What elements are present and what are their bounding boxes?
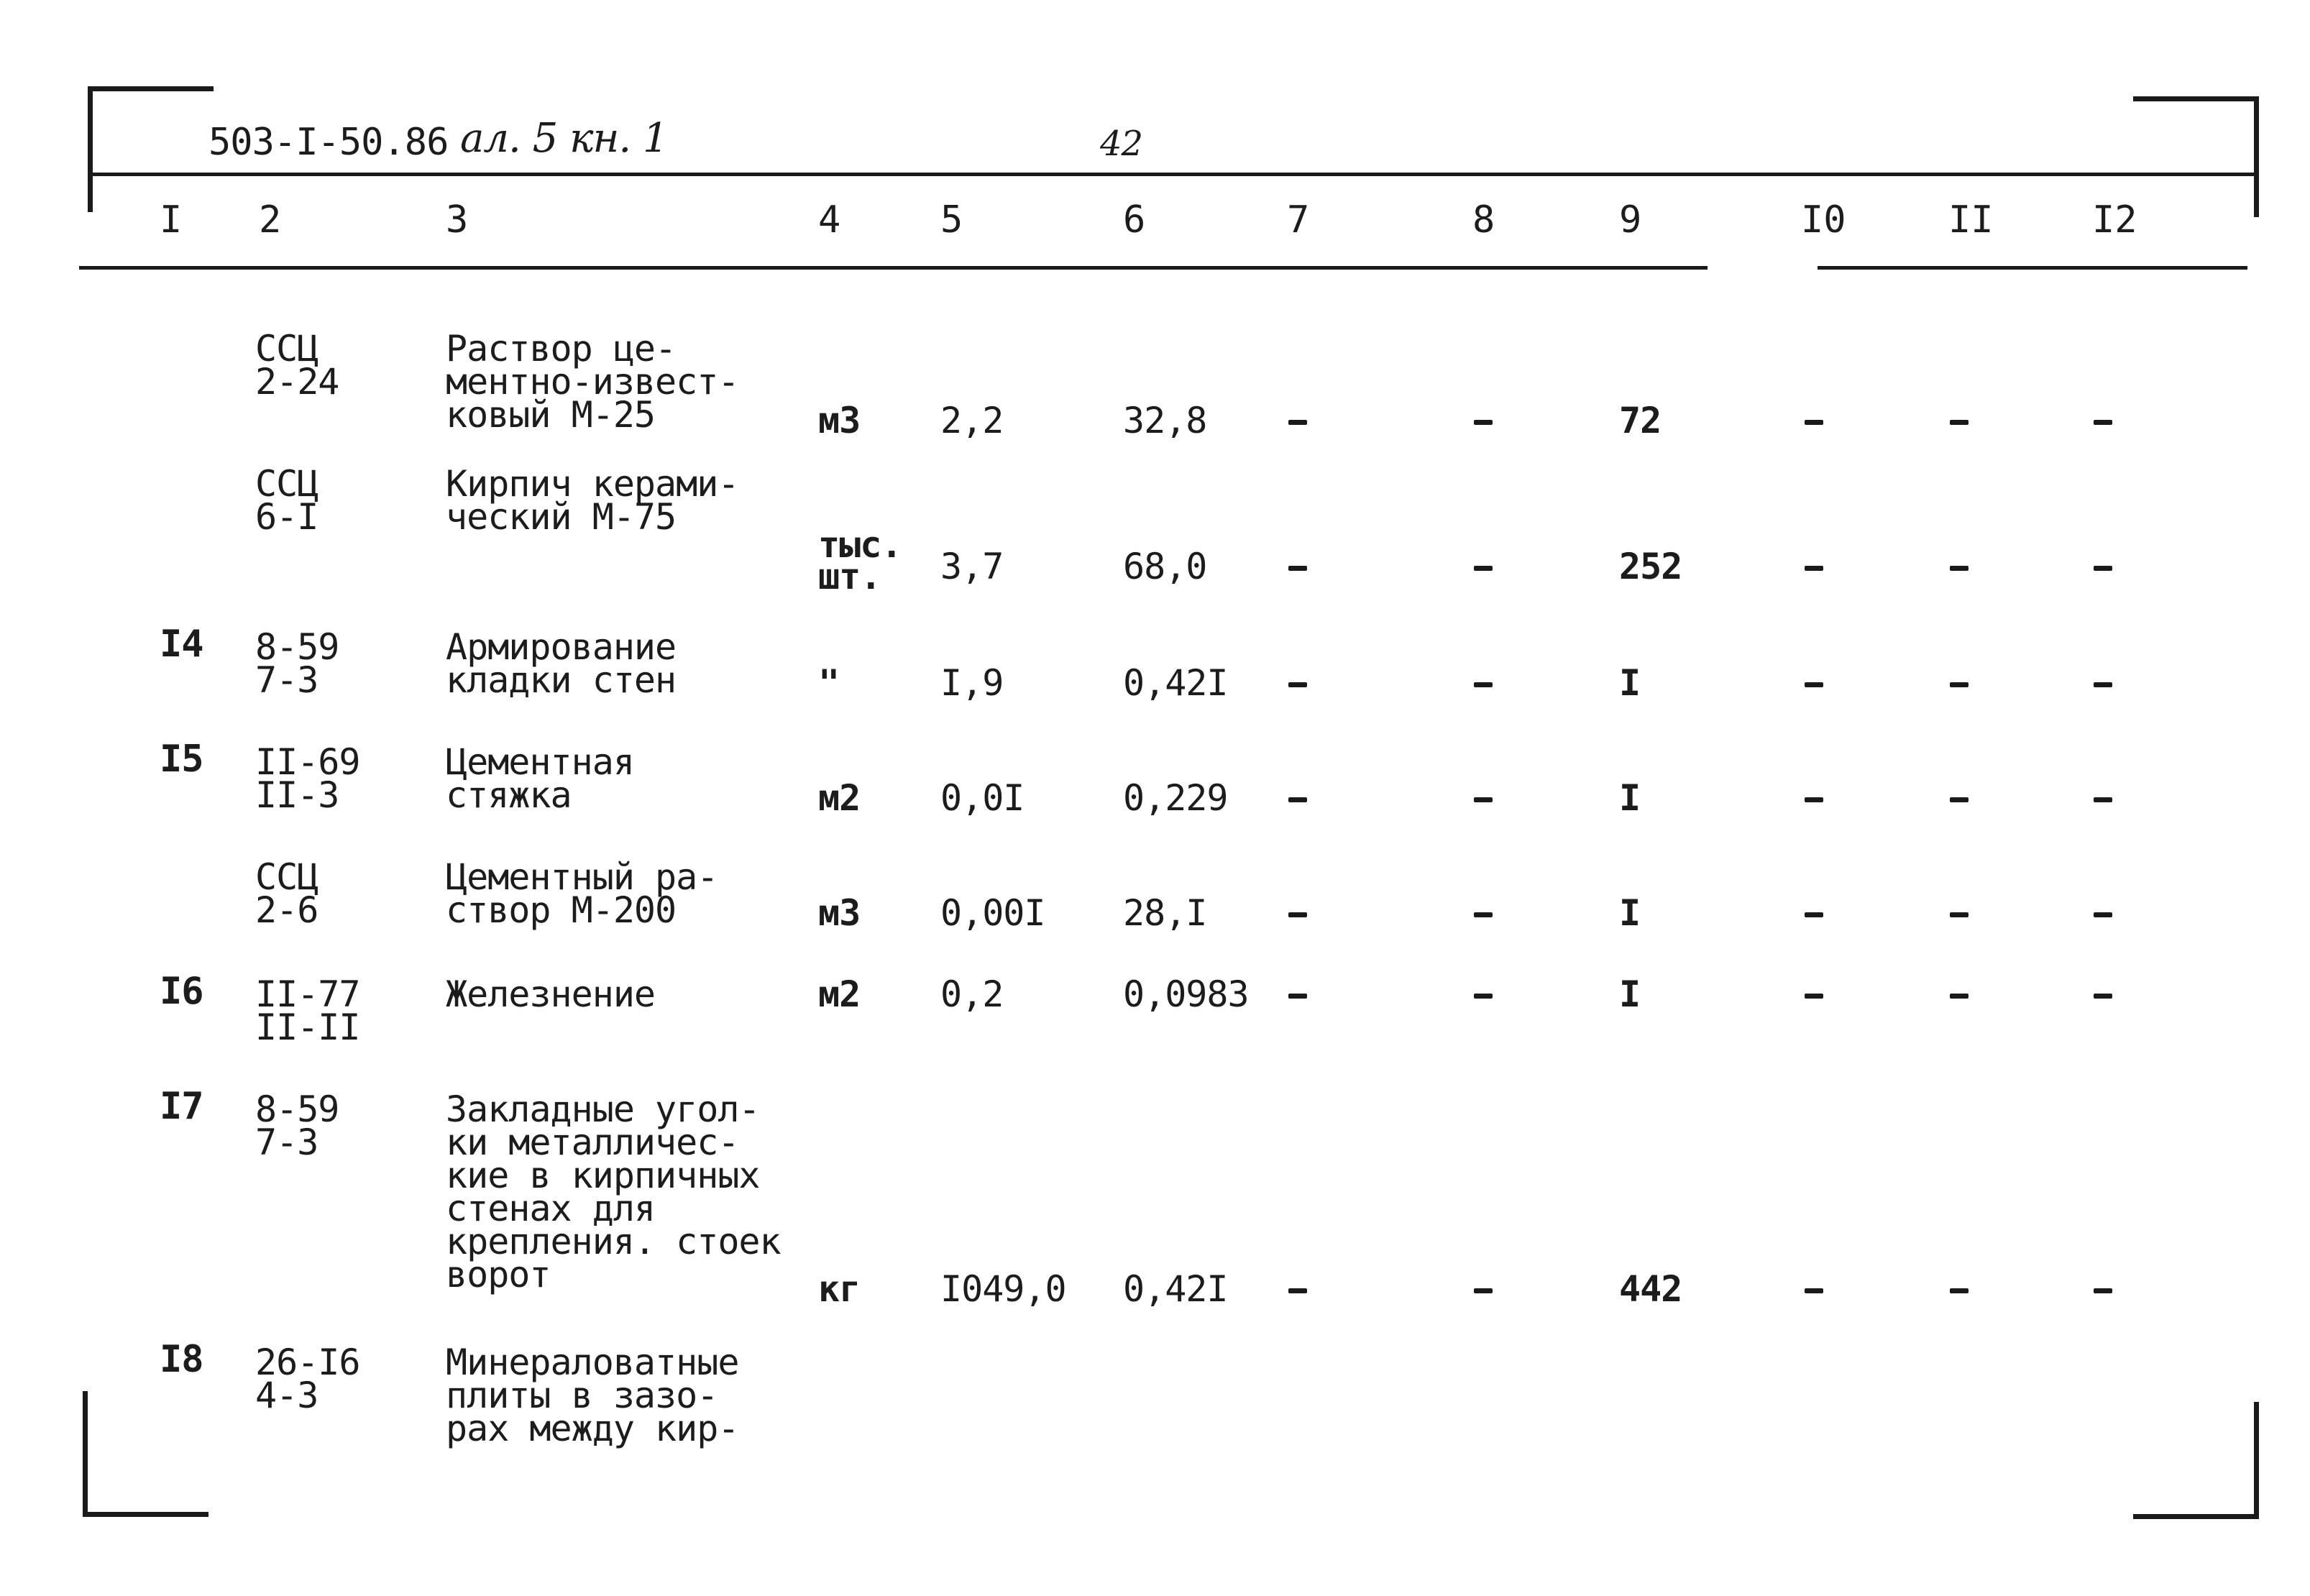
row-col9-value: 442 <box>1619 1268 1682 1310</box>
row-code-line: 6-I <box>255 496 318 538</box>
row-description-line: Цементный ра- <box>446 856 718 898</box>
row-code-line: ССЦ <box>255 328 318 370</box>
row-code-line: 8-59 <box>255 626 339 668</box>
row-description-line: Раствор це- <box>446 328 677 370</box>
row-description-line: ментно-извест- <box>446 361 739 403</box>
row-col11-dash <box>1950 994 1968 999</box>
row-col11-dash <box>1950 912 1968 917</box>
row-number: I5 <box>160 738 203 781</box>
frame-corner-top-left-h <box>88 86 214 91</box>
row-description-line: кие в кирпичных <box>446 1155 760 1196</box>
row-description-line: стенах для <box>446 1188 656 1229</box>
frame-corner-bottom-right-v <box>2254 1402 2259 1519</box>
row-col6-value: 0,42I <box>1123 662 1228 704</box>
column-header-10: I0 <box>1801 198 1846 242</box>
row-col7-dash <box>1288 682 1307 687</box>
row-code-line: II-77 <box>255 973 360 1015</box>
row-unit: шт. <box>818 556 881 597</box>
row-col7-dash <box>1288 797 1307 802</box>
row-col6-value: 0,42I <box>1123 1268 1228 1310</box>
column-header-6: 6 <box>1123 198 1146 242</box>
row-col6-value: 28,I <box>1123 892 1207 934</box>
row-number: I7 <box>160 1085 203 1128</box>
column-header-3: 3 <box>446 198 469 242</box>
row-col10-dash <box>1805 1288 1823 1293</box>
row-unit: м2 <box>818 973 861 1015</box>
row-col7-dash <box>1288 912 1307 917</box>
column-header-12: I2 <box>2092 198 2137 242</box>
row-description-line: Армирование <box>446 626 677 668</box>
column-header-11: II <box>1948 198 1994 242</box>
doc-code: 503-I-50.86 <box>208 121 449 164</box>
frame-corner-top-right-h <box>2133 96 2259 101</box>
row-col10-dash <box>1805 420 1823 425</box>
row-col9-value: I <box>1619 892 1641 934</box>
row-col5-value: 2,2 <box>940 400 1004 441</box>
column-header-7: 7 <box>1287 198 1310 242</box>
row-description-line: Закладные угол- <box>446 1088 760 1130</box>
frame-corner-top-right-v <box>2254 96 2259 217</box>
row-description-line: Кирпич керами- <box>446 463 739 505</box>
row-code-line: 2-24 <box>255 361 339 403</box>
row-description-line: ковый М-25 <box>446 394 656 436</box>
row-col11-dash <box>1950 682 1968 687</box>
row-col5-value: I049,0 <box>940 1268 1066 1310</box>
page-number: 42 <box>1100 124 1143 164</box>
row-col5-value: 3,7 <box>940 546 1004 587</box>
row-description-line: кладки стен <box>446 659 677 701</box>
column-header-8: 8 <box>1472 198 1495 242</box>
column-header-4: 4 <box>818 198 841 242</box>
row-col8-dash <box>1474 1288 1493 1293</box>
row-col8-dash <box>1474 994 1493 999</box>
row-col8-dash <box>1474 797 1493 802</box>
column-rule-left <box>79 266 1708 270</box>
column-rule-right <box>1818 266 2247 270</box>
row-col6-value: 32,8 <box>1123 400 1207 441</box>
row-code-line: 4-3 <box>255 1375 318 1416</box>
row-description-line: Минераловатные <box>446 1342 739 1383</box>
row-col10-dash <box>1805 994 1823 999</box>
row-description-line: плиты в зазо- <box>446 1375 718 1416</box>
row-description-line: Железнение <box>446 973 656 1015</box>
row-code-line: 26-I6 <box>255 1342 360 1383</box>
row-col9-value: I <box>1619 973 1641 1015</box>
row-col7-dash <box>1288 1288 1307 1293</box>
row-number: I4 <box>160 623 203 666</box>
row-description-line: рах между кир- <box>446 1408 739 1449</box>
row-col6-value: 68,0 <box>1123 546 1207 587</box>
row-col5-value: 0,2 <box>940 973 1004 1015</box>
row-code-line: 7-3 <box>255 1122 318 1163</box>
row-col5-value: 0,00I <box>940 892 1045 934</box>
row-col10-dash <box>1805 566 1823 571</box>
row-code-line: 7-3 <box>255 659 318 701</box>
row-col9-value: 72 <box>1619 400 1662 441</box>
row-col8-dash <box>1474 420 1493 425</box>
row-col5-value: 0,0I <box>940 777 1025 819</box>
row-col7-dash <box>1288 994 1307 999</box>
row-description-line: крепления. стоек <box>446 1221 781 1262</box>
row-unit: м3 <box>818 892 861 934</box>
row-code-line: 2-6 <box>255 889 318 931</box>
row-unit: м2 <box>818 777 861 819</box>
row-col8-dash <box>1474 912 1493 917</box>
row-col10-dash <box>1805 797 1823 802</box>
row-code-line: II-II <box>255 1006 360 1048</box>
column-header-2: 2 <box>259 198 282 242</box>
column-header-5: 5 <box>940 198 963 242</box>
row-col9-value: I <box>1619 662 1641 704</box>
column-header-1: I <box>160 198 183 242</box>
row-col9-value: I <box>1619 777 1641 819</box>
row-col10-dash <box>1805 912 1823 917</box>
row-code-line: ССЦ <box>255 856 318 898</box>
row-col7-dash <box>1288 420 1307 425</box>
row-col10-dash <box>1805 682 1823 687</box>
row-col11-dash <box>1950 797 1968 802</box>
frame-corner-bottom-left-v <box>83 1391 88 1517</box>
row-description-line: стяжка <box>446 774 572 816</box>
row-unit: кг <box>818 1268 861 1310</box>
row-description-line: ческий М-75 <box>446 496 677 538</box>
handwritten-reference: ал. 5 кн. 1 <box>460 115 668 162</box>
row-unit: " <box>818 662 840 704</box>
row-description-line: ки металличес- <box>446 1122 739 1163</box>
row-col9-value: 252 <box>1619 546 1682 587</box>
row-col8-dash <box>1474 682 1493 687</box>
row-number: I8 <box>160 1338 203 1381</box>
row-code-line: II-3 <box>255 774 339 816</box>
row-col11-dash <box>1950 566 1968 571</box>
row-col7-dash <box>1288 566 1307 571</box>
row-description-line: ворот <box>446 1254 551 1295</box>
frame-corner-bottom-right-h <box>2133 1514 2259 1519</box>
row-col11-dash <box>1950 420 1968 425</box>
column-header-9: 9 <box>1619 198 1642 242</box>
row-col8-dash <box>1474 566 1493 571</box>
row-col6-value: 0,229 <box>1123 777 1228 819</box>
row-col12-dash <box>2094 797 2112 802</box>
row-col12-dash <box>2094 682 2112 687</box>
frame-corner-top-left-v <box>88 86 93 212</box>
row-code-line: 8-59 <box>255 1088 339 1130</box>
row-col12-dash <box>2094 912 2112 917</box>
header-rule <box>90 173 2258 176</box>
row-code-line: ССЦ <box>255 463 318 505</box>
row-number: I6 <box>160 970 203 1013</box>
row-col12-dash <box>2094 566 2112 571</box>
row-col5-value: I,9 <box>940 662 1004 704</box>
row-col12-dash <box>2094 420 2112 425</box>
row-unit: тыс. <box>818 524 902 566</box>
row-col12-dash <box>2094 994 2112 999</box>
row-description-line: Цементная <box>446 741 634 783</box>
row-unit: м3 <box>818 400 861 441</box>
row-col12-dash <box>2094 1288 2112 1293</box>
row-col11-dash <box>1950 1288 1968 1293</box>
row-code-line: II-69 <box>255 741 360 783</box>
row-description-line: створ М-200 <box>446 889 677 931</box>
row-col6-value: 0,0983 <box>1123 973 1249 1015</box>
frame-corner-bottom-left-h <box>83 1512 208 1517</box>
